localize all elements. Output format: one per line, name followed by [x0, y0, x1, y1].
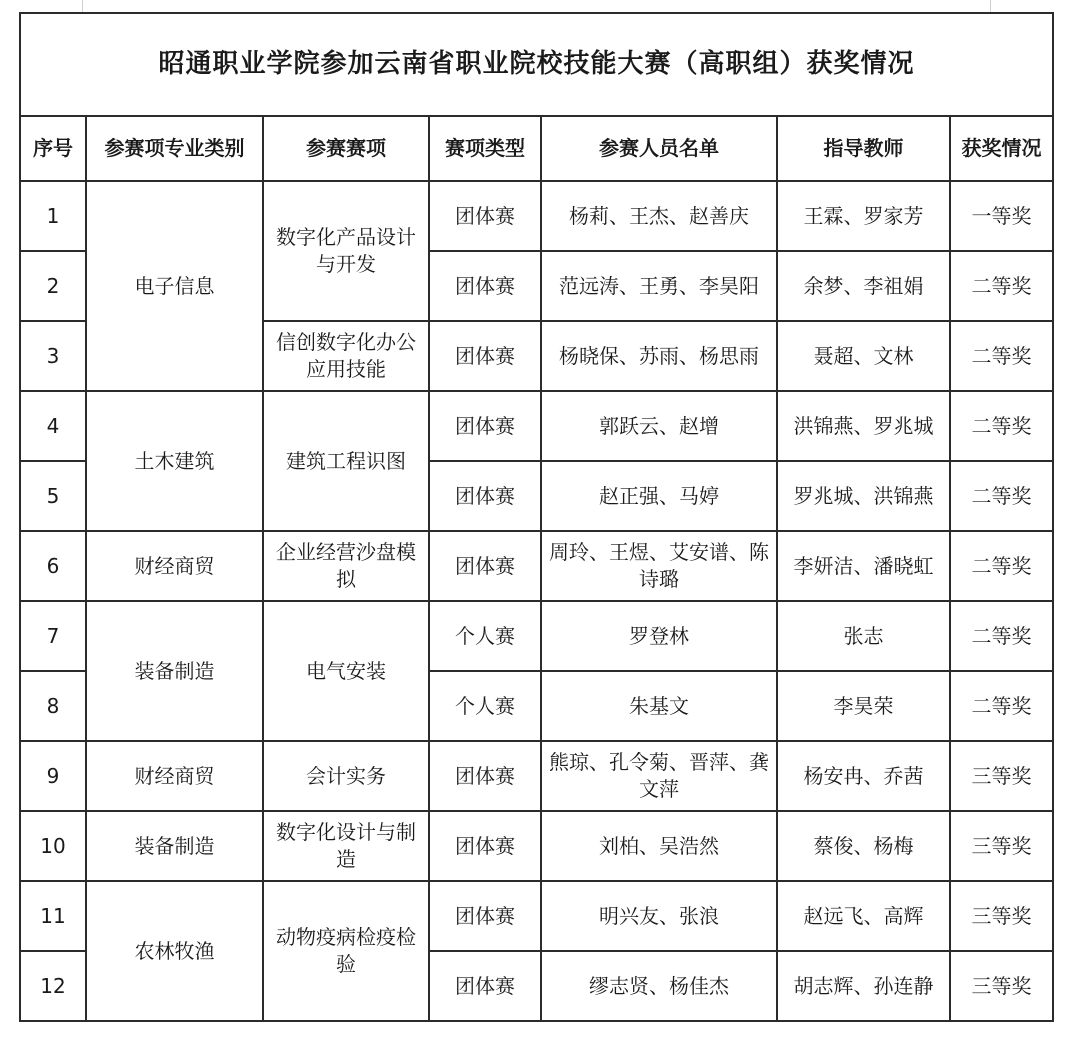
cell-teacher: 罗兆城、洪锦燕 — [777, 461, 950, 531]
cell-no: 8 — [20, 671, 86, 741]
cell-teacher: 李妍洁、潘晓虹 — [777, 531, 950, 601]
table-row — [20, 811, 1053, 881]
cell-event: 动物疫病检疫检验 — [263, 881, 429, 1021]
cell-award: 二等奖 — [950, 671, 1053, 741]
cell-event: 数字化设计与制造 — [263, 811, 429, 881]
cell-teacher: 洪锦燕、罗兆城 — [777, 391, 950, 461]
cell-members: 明兴友、张浪 — [541, 881, 777, 951]
cell-award: 三等奖 — [950, 951, 1053, 1021]
cell-members: 缪志贤、杨佳杰 — [541, 951, 777, 1021]
header-category: 参赛项专业类别 — [86, 116, 263, 181]
header-award: 获奖情况 — [950, 116, 1053, 181]
header-members: 参赛人员名单 — [541, 116, 777, 181]
cell-no: 6 — [20, 531, 86, 601]
cell-category: 装备制造 — [86, 811, 263, 881]
cell-members: 赵正强、马婷 — [541, 461, 777, 531]
cell-teacher: 赵远飞、高辉 — [777, 881, 950, 951]
cell-no: 7 — [20, 601, 86, 671]
cell-members: 杨莉、王杰、赵善庆 — [541, 181, 777, 251]
cell-teacher: 蔡俊、杨梅 — [777, 811, 950, 881]
cell-category: 财经商贸 — [86, 741, 263, 811]
table-row — [20, 181, 1053, 251]
table-title: 昭通职业学院参加云南省职业院校技能大赛（高职组）获奖情况 — [20, 13, 1053, 116]
table-row — [20, 741, 1053, 811]
cell-type: 团体赛 — [429, 811, 541, 881]
cell-no: 10 — [20, 811, 86, 881]
cell-category: 农林牧渔 — [86, 881, 263, 1021]
cell-event: 信创数字化办公应用技能 — [263, 321, 429, 391]
cell-type: 团体赛 — [429, 741, 541, 811]
cell-event: 建筑工程识图 — [263, 391, 429, 531]
cell-type: 团体赛 — [429, 881, 541, 951]
cell-no: 12 — [20, 951, 86, 1021]
cell-type: 团体赛 — [429, 951, 541, 1021]
cell-no: 4 — [20, 391, 86, 461]
cell-award: 二等奖 — [950, 531, 1053, 601]
cell-category: 电子信息 — [86, 181, 263, 391]
cell-award: 三等奖 — [950, 741, 1053, 811]
header-row — [20, 116, 1053, 181]
cell-type: 团体赛 — [429, 181, 541, 251]
cell-members: 范远涛、王勇、李昊阳 — [541, 251, 777, 321]
cell-members: 朱基文 — [541, 671, 777, 741]
cell-award: 二等奖 — [950, 321, 1053, 391]
header-event: 参赛赛项 — [263, 116, 429, 181]
cell-type: 团体赛 — [429, 531, 541, 601]
cell-members: 杨晓保、苏雨、杨思雨 — [541, 321, 777, 391]
cell-teacher: 张志 — [777, 601, 950, 671]
table-row — [20, 601, 1053, 671]
cell-event: 电气安装 — [263, 601, 429, 741]
cell-members: 郭跃云、赵增 — [541, 391, 777, 461]
table-row — [20, 391, 1053, 461]
cell-award: 三等奖 — [950, 881, 1053, 951]
header-no: 序号 — [20, 116, 86, 181]
table-row — [20, 881, 1053, 951]
cell-no: 11 — [20, 881, 86, 951]
cell-teacher: 杨安冉、乔茜 — [777, 741, 950, 811]
cell-no: 5 — [20, 461, 86, 531]
cell-category: 土木建筑 — [86, 391, 263, 531]
cell-event: 数字化产品设计与开发 — [263, 181, 429, 321]
header-type: 赛项类型 — [429, 116, 541, 181]
cell-teacher: 胡志辉、孙连静 — [777, 951, 950, 1021]
cell-award: 二等奖 — [950, 391, 1053, 461]
cell-type: 个人赛 — [429, 671, 541, 741]
table-row — [20, 531, 1053, 601]
cell-type: 团体赛 — [429, 251, 541, 321]
cell-no: 9 — [20, 741, 86, 811]
cell-category: 装备制造 — [86, 601, 263, 741]
cell-type: 团体赛 — [429, 461, 541, 531]
cell-award: 二等奖 — [950, 251, 1053, 321]
cell-no: 2 — [20, 251, 86, 321]
award-table — [19, 12, 1054, 1022]
cell-type: 个人赛 — [429, 601, 541, 671]
cell-type: 团体赛 — [429, 391, 541, 461]
cell-category: 财经商贸 — [86, 531, 263, 601]
cell-members: 刘柏、吴浩然 — [541, 811, 777, 881]
cell-teacher: 李昊荣 — [777, 671, 950, 741]
cell-teacher: 王霖、罗家芳 — [777, 181, 950, 251]
cell-event: 会计实务 — [263, 741, 429, 811]
cell-no: 1 — [20, 181, 86, 251]
cell-members: 周玲、王煜、艾安谱、陈诗璐 — [541, 531, 777, 601]
cell-award: 二等奖 — [950, 461, 1053, 531]
cell-no: 3 — [20, 321, 86, 391]
cell-event: 企业经营沙盘模拟 — [263, 531, 429, 601]
header-teacher: 指导教师 — [777, 116, 950, 181]
cell-members: 罗登林 — [541, 601, 777, 671]
cell-type: 团体赛 — [429, 321, 541, 391]
cell-award: 二等奖 — [950, 601, 1053, 671]
cell-members: 熊琼、孔令菊、晋萍、龚文萍 — [541, 741, 777, 811]
cell-teacher: 聂超、文林 — [777, 321, 950, 391]
cell-award: 三等奖 — [950, 811, 1053, 881]
cell-teacher: 余梦、李祖娟 — [777, 251, 950, 321]
cell-award: 一等奖 — [950, 181, 1053, 251]
